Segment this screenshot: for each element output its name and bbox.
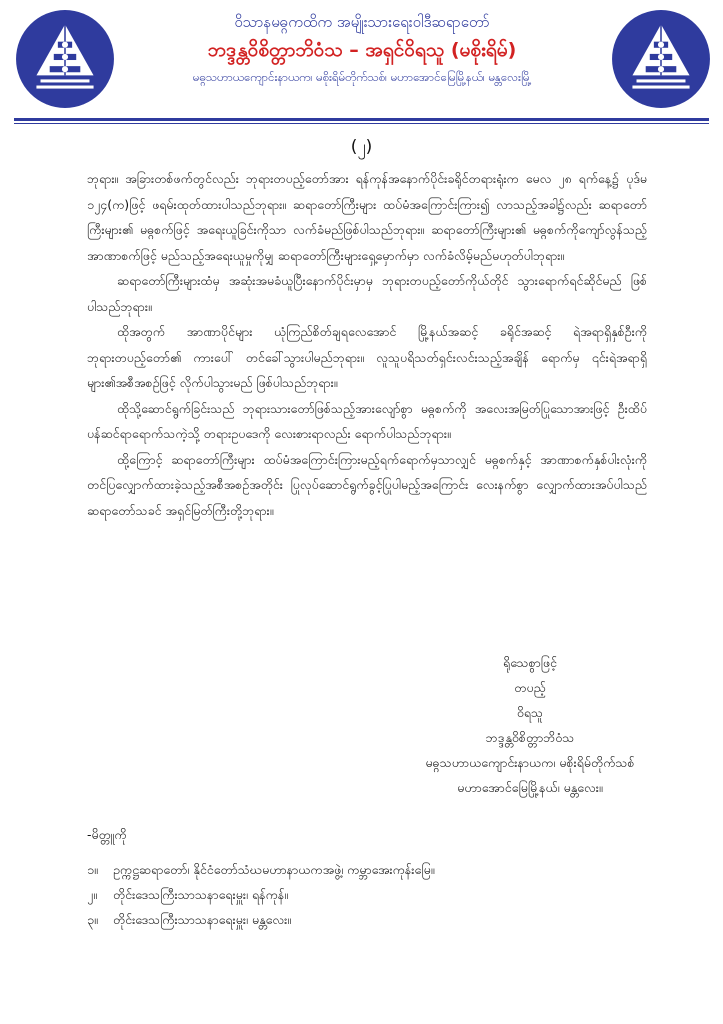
copy-to-item [87,907,687,932]
header-divider [14,118,709,121]
letterhead-address: မဓ္ဂသဟာယကျောင်းနာယက၊ မစိုးရိမ်တိုက်သစ်၊ မဟာအောင်မြေမြို့နယ်၊ မန္တလေးမြို့ [192,70,532,84]
signer-title: ဘဒ္ဒန္တဝိစိတ္တာဘိဝံသ [485,730,575,745]
header-divider-thin [14,123,709,124]
copy-to-recipient: တိုင်းဒေသကြီးသာသနာရေးမှူး၊ ရန်ကုန်။ [112,887,289,902]
organization-emblem-left-icon [14,8,116,110]
signature-line: တပည့် [514,680,546,695]
closing-line: ရိုသေစွာဖြင့် [503,655,557,670]
letterhead-title: ဝိသာနမဓ္ဂကထိက အမျိုးသားရေးဝါဒီဆရာတော် [234,13,490,31]
copy-to-number: ၁။ [87,862,98,877]
copy-to-item [87,882,687,907]
copy-to-section [87,822,687,932]
letter-body [87,166,647,523]
copy-to-number: ၂။ [87,887,97,902]
letterhead [120,10,604,88]
paragraph: ဆရာတော်ကြီးများထံမှ အဆုံးအမခံယူပြီးနောက်ပိုင်းမှာမှ ဘုရားတပည့်တော်ကိုယ်တိုင် သွားရောက်ရင်ဆိုင်မည် ဖြစ်ပါသည်ဘုရား။ [87,273,647,314]
signer-name: ဝိရသူ [516,705,544,720]
copy-to-number: ၃။ [87,912,98,927]
copy-to-item [87,857,687,882]
copy-to-recipient: တိုင်းဒေသကြီးသာသနာရေးမှူး၊ မန္တလေး။ [112,912,292,927]
copy-to-title: -မိတ္တူကို [87,827,127,842]
letterhead-name: ဘဒ္ဒန္တဝိစိတ္တာဘိဝံသ – အရှင်ဝိရသူ (မစိုးရိမ်) [207,39,517,61]
copy-to-recipient: ဥက္ကဋ္ဌဆရာတော်၊ နိုင်ငံတော်သံဃမဟာနာယကအဖွဲ့၊ ကမ္ဘာအေးကုန်းမြေ။ [112,862,435,877]
signer-location: မဟာအောင်မြေမြို့နယ်၊ မန္တလေး။ [457,780,603,795]
paragraph: ဘုရား။ အခြားတစ်ဖက်တွင်လည်း ဘုရားတပည့်တော်အား ရန်ကုန်အနောက်ပိုင်းခရိုင်တရားရုံးက မေလ ၂၈ ရက်နေ့၌ ပုဒ်မ ၁၂၄(က)ဖြင့် ဖရမ်းထုတ်ထားပါသည်ဘုရား။ ဆရာတော်ကြီးများ ထပ်မံအကြောင်းကြား၍ လာသည့်အခါ၌လည်း ဆရာတော်ကြီးများ၏ မဓ္ဂစက်ဖြင့် အရေးယူခြင်းကိုသာ လက်ခံမည်ဖြစ်ပါသည်ဘုရား။ ဆရာတော်ကြီးများ၏ မဓ္ဂစက်ကိုကျော်လွန်သည့် အာဏာစက်ဖြင့် မည်သည့်အရေးယူမှုကိုမျှ ဆရာတော်ကြီးများရှေ့မှောက်မှာ လက်ခံလိမ့်မည်မဟုတ်ပါဘုရား။ [87,171,647,263]
signature-block [380,650,680,800]
organization-emblem-right-icon [610,8,712,110]
page-number: (၂) [350,137,373,157]
signer-affiliation: မဓ္ဂသဟာယကျောင်းနာယက၊ မစိုးရိမ်တိုက်သစ် [425,755,635,770]
paragraph: ထို့ကြောင့် ဆရာတော်ကြီးများ ထပ်မံအကြောင်းကြားမည့်ရက်ရောက်မှသာလျှင် မဓ္ဂစက်နှင့် အာဏာစက်နှစ်ပါးလုံးကို တင်ပြလျှောက်ထားခဲ့သည့်အစီအစဉ်အတိုင်း ပြုလုပ်ဆောင်ရွက်ခွင့်ပြုပါမည့်အကြောင်း လေးနက်စွာ လျှောက်ထားအပ်ပါသည် ဆရာတော်သခင် အရှင်မြတ်ကြီးတို့ဘုရား။ [87,451,647,518]
paragraph: ထိုသို့ဆောင်ရွက်ခြင်းသည် ဘုရားသားတော်ဖြစ်သည့်အားလျော်စွာ မဓ္ဂစက်ကို အလေးအမြတ်ပြုသောအားဖြင့် ဦးထိပ်ပန်ဆင်ရာရောက်သကဲ့သို့ တရားဥပဒေကို လေးစားရာလည်း ရောက်ပါသည်ဘုရား။ [87,400,647,441]
paragraph: ထိုအတွက် အာဏာပိုင်များ ယုံကြည်စိတ်ချရလေအောင် မြို့နယ်အဆင့် ခရိုင်အဆင့် ရဲအရာရှိနှစ်ဦးကို ဘုရားတပည့်တော်၏ ကားပေါ် တင်ခေါ်သွားပါမည်ဘုရား။ လူသူပရိသတ်ရှင်းလင်းသည့်အချိန် ရောက်မှ ၎င်းရဲအရာရှိများ၏အစီအစဉ်ဖြင့် လိုက်ပါသွားမည် ဖြစ်ပါသည်ဘုရား။ [87,324,647,390]
